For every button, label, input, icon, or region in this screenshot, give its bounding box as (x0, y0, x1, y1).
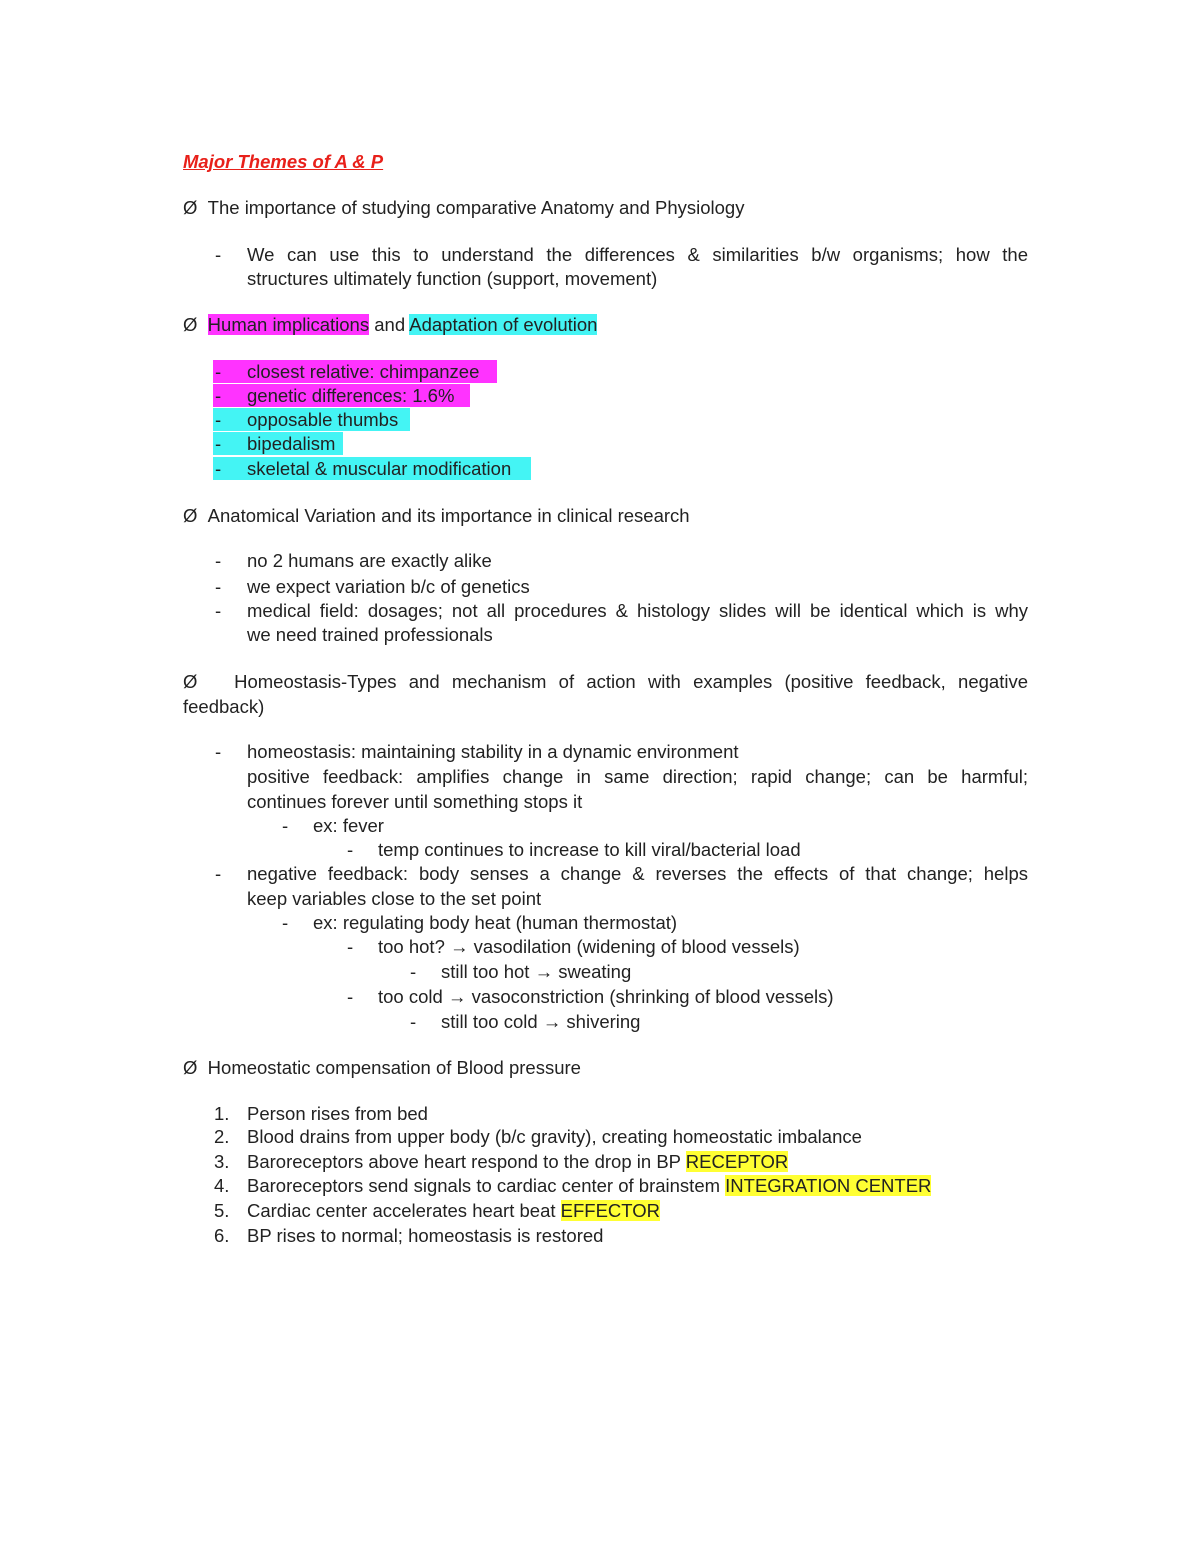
list-item-line2: keep variables close to the set point (247, 888, 542, 909)
heading-text: Anatomical Variation and its importance in clinical research (207, 505, 690, 526)
numbered-item-number: 1. (214, 1103, 230, 1124)
dash-marker: - (215, 600, 222, 621)
dash-marker: - (347, 936, 354, 957)
numbered-item-number: 4. (214, 1175, 230, 1196)
list-item: ex: fever (313, 815, 384, 836)
section-4-heading-line2: feedback) (183, 696, 265, 717)
dash-marker: - (410, 1011, 417, 1032)
list-item-line1: medical field: dosages; not all procedures & histology slides will be identical which is why (247, 600, 1028, 621)
list-item: no 2 humans are exactly alike (247, 550, 492, 571)
numbered-item (247, 1174, 931, 1197)
section-1-item-line1: We can use this to understand the differences & similarities b/w organisms; how the (247, 244, 1028, 265)
numbered-item-number: 2. (214, 1126, 230, 1147)
numbered-item-number: 3. (214, 1151, 230, 1172)
numbered-item (247, 1125, 862, 1148)
list-item (213, 384, 470, 407)
bullet-icon: Ø (183, 505, 198, 526)
list-item-line2: continues forever until something stops it (247, 791, 583, 812)
list-item-line1: negative feedback: body senses a change & reverses the effects of that change; helps (247, 863, 1028, 884)
dash-marker: - (215, 244, 222, 265)
list-item-text: opposable thumbs (247, 409, 399, 430)
list-item-text: genetic differences: 1.6% (247, 385, 455, 406)
bullet-icon: Ø (183, 197, 198, 218)
list-item-line2: we need trained professionals (247, 624, 493, 645)
dash-marker: - (282, 815, 289, 836)
dash-marker: - (347, 986, 354, 1007)
numbered-item (247, 1199, 660, 1222)
dash-marker: - (215, 409, 222, 430)
list-item: too cold → vasoconstriction (shrinking of blood vessels) (378, 986, 834, 1007)
heading-text: Homeostatic compensation of Blood pressure (207, 1057, 581, 1078)
section-1-item-line2: structures ultimately function (support, movement) (247, 268, 658, 289)
section-2-heading (183, 313, 597, 336)
bullet-icon: Ø (183, 671, 198, 692)
list-item: still too hot → sweating (441, 961, 632, 982)
numbered-item (247, 1224, 603, 1247)
document-title: Major Themes of A & P (183, 151, 384, 172)
dash-marker: - (215, 863, 222, 884)
section-1-heading (183, 196, 744, 219)
dash-marker: - (215, 433, 222, 454)
list-item: temp continues to increase to kill viral/bacterial load (378, 839, 801, 860)
numbered-item-text: BP rises to normal; homeostasis is restored (247, 1225, 604, 1246)
numbered-item-number: 5. (214, 1200, 230, 1221)
list-item-text: bipedalism (247, 433, 336, 454)
integration-center-highlight: INTEGRATION CENTER (725, 1175, 932, 1196)
dash-marker: - (215, 576, 222, 597)
numbered-item (247, 1150, 788, 1173)
dash-marker: - (282, 912, 289, 933)
list-item: we expect variation b/c of genetics (247, 576, 530, 597)
dash-marker: - (410, 961, 417, 982)
numbered-item-text: Baroreceptors send signals to cardiac center of brainstem (247, 1175, 726, 1196)
numbered-item-text: Blood drains from upper body (b/c gravity), creating homeostatic imbalance (247, 1126, 862, 1147)
list-item (213, 408, 410, 431)
bullet-icon: Ø (183, 1057, 198, 1078)
list-item (213, 457, 531, 480)
numbered-item-text: Cardiac center accelerates heart beat (247, 1200, 561, 1221)
numbered-item (247, 1102, 428, 1125)
heading-text: Homeostasis-Types and mechanism of action with examples (positive feedback, negative (234, 671, 1028, 692)
numbered-item-number: 6. (214, 1225, 230, 1246)
section-4-heading-line1 (183, 670, 1028, 693)
human-implications-highlight: Human implications (207, 314, 370, 335)
list-item: still too cold → shivering (441, 1011, 641, 1032)
dash-marker: - (347, 839, 354, 860)
dash-marker: - (215, 741, 222, 762)
heading-connector: and (369, 314, 410, 335)
numbered-item-text: Person rises from bed (247, 1103, 428, 1124)
list-item: too hot? → vasodilation (widening of blood vessels) (378, 936, 800, 957)
list-item-text: skeletal & muscular modification (247, 458, 512, 479)
receptor-highlight: RECEPTOR (685, 1151, 789, 1172)
list-item (213, 432, 343, 455)
dash-marker: - (215, 458, 222, 479)
list-item-text: closest relative: chimpanzee (247, 361, 480, 382)
section-3-heading (183, 504, 690, 527)
dash-marker: - (215, 361, 222, 382)
dash-marker: - (215, 385, 222, 406)
effector-highlight: EFFECTOR (560, 1200, 661, 1221)
list-item-line1: positive feedback: amplifies change in same direction; rapid change; can be harmful; (247, 766, 1028, 787)
dash-marker: - (215, 550, 222, 571)
section-5-heading (183, 1056, 581, 1079)
numbered-item-text: Baroreceptors above heart respond to the drop in BP (247, 1151, 686, 1172)
adaptation-evolution-highlight: Adaptation of evolution (409, 314, 598, 335)
list-item: homeostasis: maintaining stability in a dynamic environment (247, 741, 739, 762)
list-item (213, 360, 497, 383)
bullet-icon: Ø (183, 314, 198, 335)
list-item: ex: regulating body heat (human thermostat) (313, 912, 678, 933)
heading-text: The importance of studying comparative Anatomy and Physiology (207, 197, 745, 218)
